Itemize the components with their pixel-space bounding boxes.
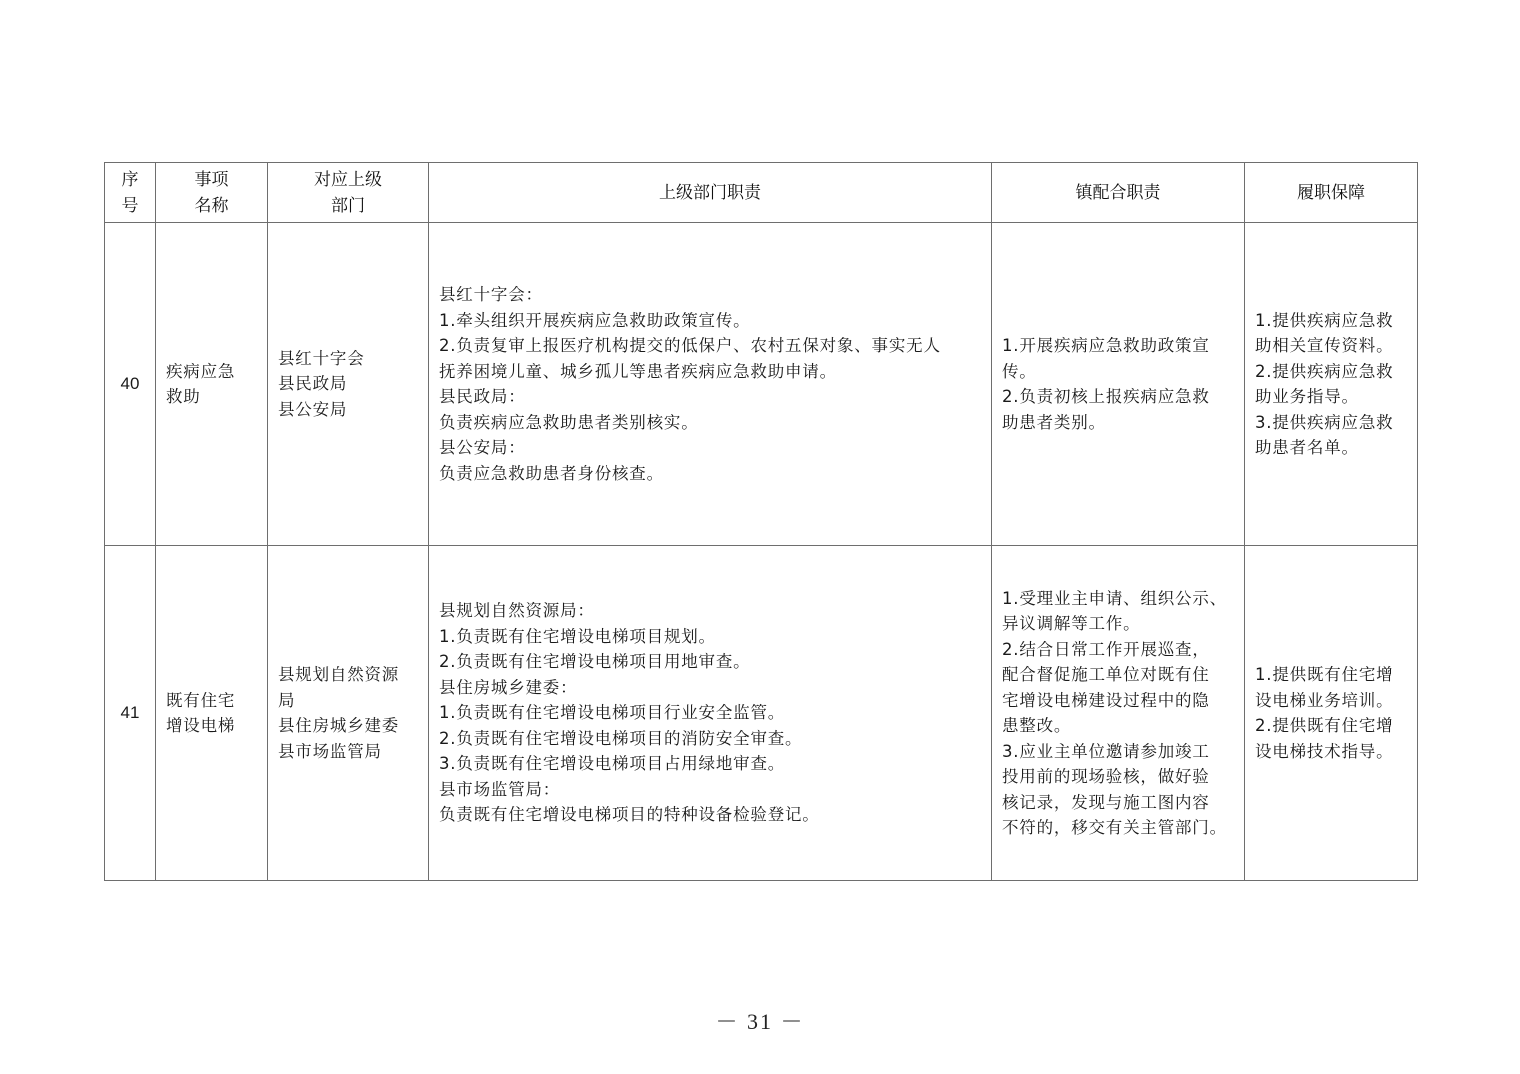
town-duties: 1.受理业主申请、组织公示、 异议调解等工作。 2.结合日常工作开展巡查， 配合督促施工单位对既有住 宅增设电梯建设过程中的隐 患整改。 3.应业主单位邀请参加竣工 投用前的现场验核，做好验 核记录，发现与施工图内容 不符的，移交有关主管部门。: [992, 546, 1245, 881]
header-item-name: 事项 名称: [156, 163, 268, 223]
header-row: [105, 163, 1418, 223]
page-number: － 31 －: [715, 1009, 805, 1034]
header-guarantee: 履职保障: [1245, 163, 1418, 223]
item-name: 既有住宅 增设电梯: [156, 546, 268, 881]
upper-departments: 县规划自然资源 局 县住房城乡建委 县市场监管局: [268, 546, 429, 881]
upper-duties: 县规划自然资源局： 1.负责既有住宅增设电梯项目规划。 2.负责既有住宅增设电梯项目用地审查。 县住房城乡建委： 1.负责既有住宅增设电梯项目行业安全监管。 2.负责既有住宅增设电梯项目的消防安全审查。 3.负责既有住宅增设电梯项目占用绿地审查。 县市场监管局： 负责既有住宅增设电梯项目的特种设备检验登记。: [429, 546, 992, 881]
guarantees: 1.提供疾病应急救 助相关宣传资料。 2.提供疾病应急救 助业务指导。 3.提供疾病应急救 助患者名单。: [1245, 223, 1418, 546]
upper-duties: 县红十字会： 1.牵头组织开展疾病应急救助政策宣传。 2.负责复审上报医疗机构提交的低保户、农村五保对象、事实无人 抚养困境儿童、城乡孤儿等患者疾病应急救助申请。 县民政局： 负责疾病应急救助患者类别核实。 县公安局： 负责应急救助患者身份核查。: [429, 223, 992, 546]
table-row: [105, 546, 1418, 881]
row-number: 40: [105, 223, 156, 546]
header-seq: 序 号: [105, 163, 156, 223]
header-town-duty: 镇配合职责: [992, 163, 1245, 223]
header-upper-duty: 上级部门职责: [429, 163, 992, 223]
duty-table: [104, 162, 1418, 881]
guarantees: 1.提供既有住宅增 设电梯业务培训。 2.提供既有住宅增 设电梯技术指导。: [1245, 546, 1418, 881]
table-row: [105, 223, 1418, 546]
town-duties: 1.开展疾病应急救助政策宣 传。 2.负责初核上报疾病应急救 助患者类别。: [992, 223, 1245, 546]
upper-departments: 县红十字会 县民政局 县公安局: [268, 223, 429, 546]
item-name: 疾病应急 救助: [156, 223, 268, 546]
row-number: 41: [105, 546, 156, 881]
header-upper-dept: 对应上级 部门: [268, 163, 429, 223]
